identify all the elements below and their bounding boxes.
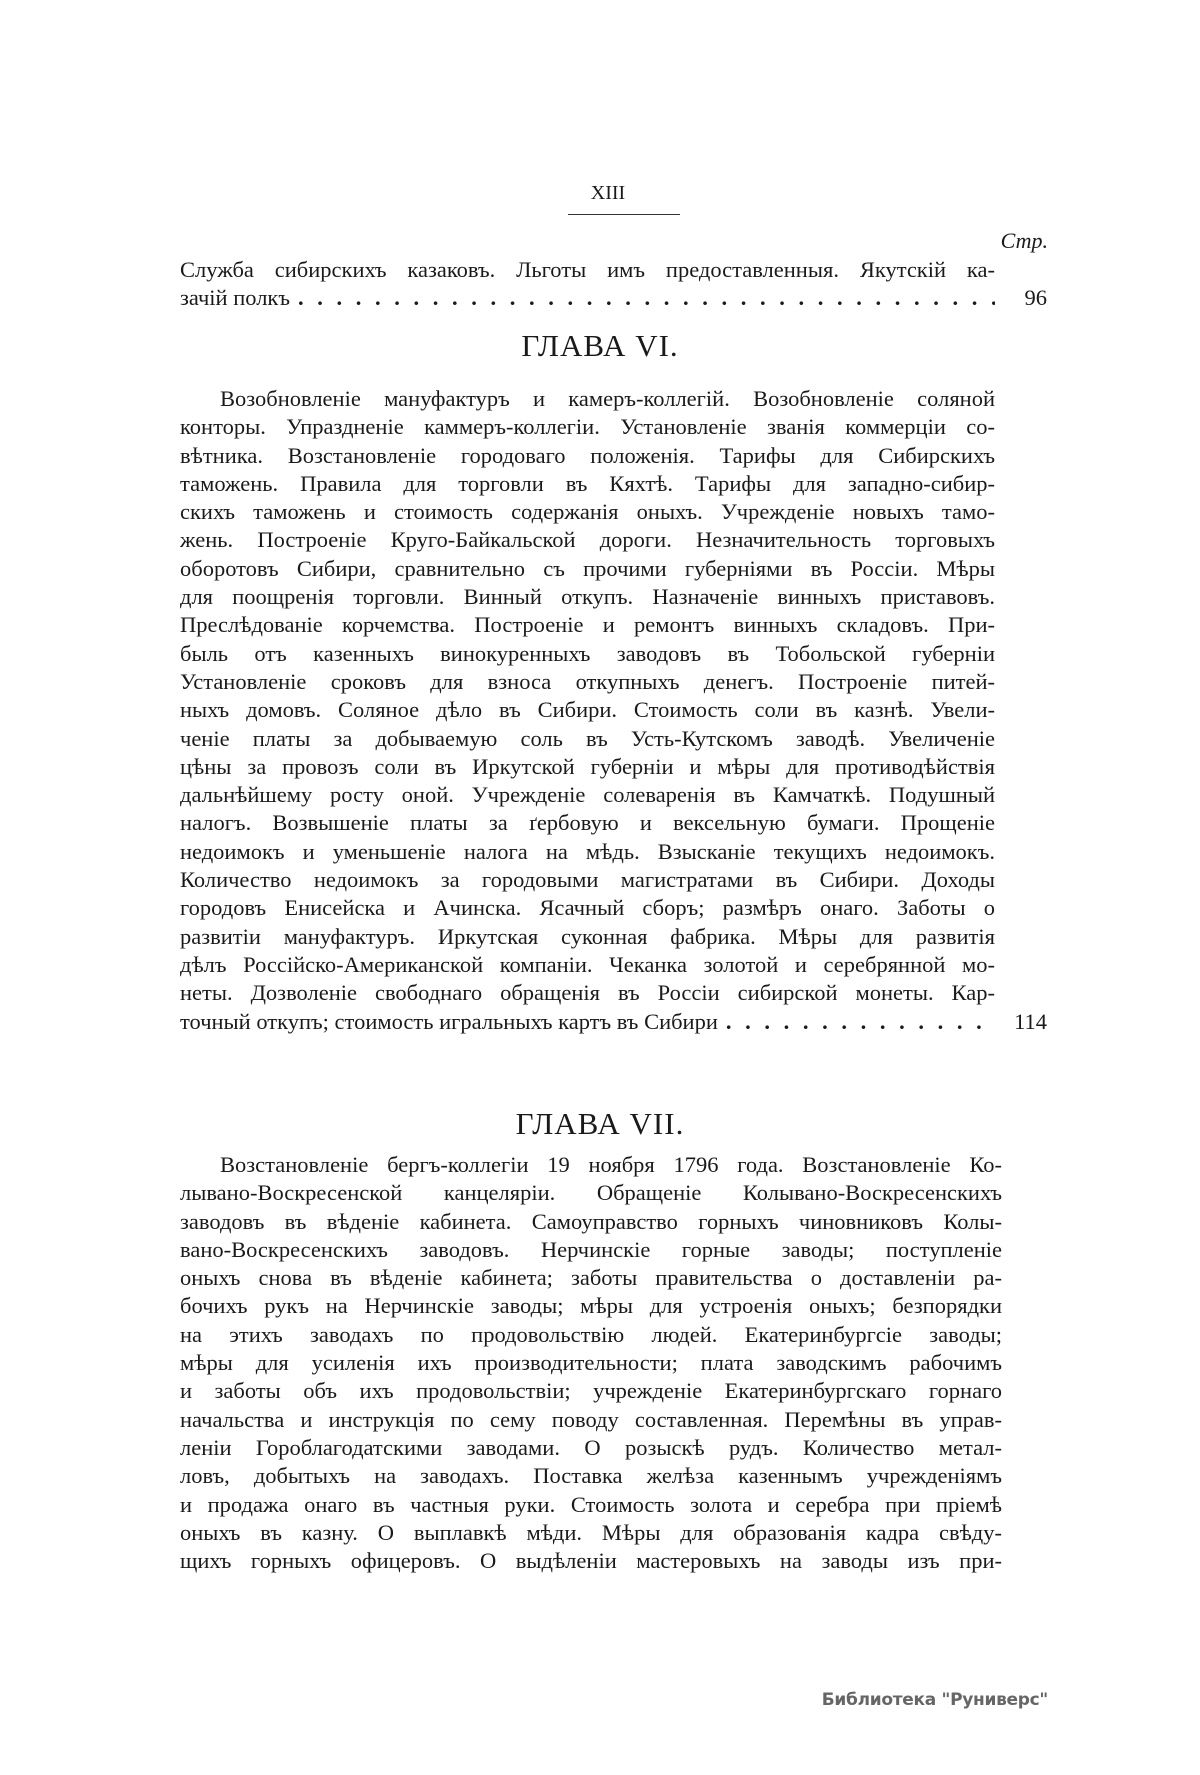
summary-line: и заботы объ ихъ продовольствіи; учрежденіе Екатеринбургскаго горнаго bbox=[180, 1378, 1002, 1404]
dot-leader bbox=[290, 284, 995, 312]
chapter-vii-summary bbox=[180, 1151, 1002, 1575]
summary-line: неты. Дозволеніе свободнаго обращенія въ Россіи сибирской монеты. Кар- bbox=[180, 980, 995, 1006]
summary-line: Преслѣдованіе корчемства. Построеніе и ремонтъ винныхъ складовъ. При- bbox=[180, 612, 995, 638]
summary-line: леніи Гороблагодатскими заводами. О розыскѣ рудъ. Количество метал- bbox=[180, 1434, 1002, 1460]
summary-text-end: точный откупъ; стоимость игральныхъ картъ въ Сибири bbox=[180, 1008, 718, 1034]
summary-line: недоимокъ и уменьшеніе налога на мѣдь. Взысканіе текущихъ недоимокъ. bbox=[180, 838, 995, 864]
entry-page-number: 96 bbox=[1024, 285, 1047, 311]
summary-line: развитіи мануфактуръ. Иркутская суконная фабрика. Мѣры для развитія bbox=[180, 923, 995, 949]
summary-line: Возстановленіе бергъ-коллегіи 19 ноября 1796 года. Возстановленіе Ко- bbox=[220, 1152, 1002, 1177]
chapter-heading-vii: ГЛАВА VII. bbox=[515, 1106, 685, 1141]
summary-line: ныхъ домовъ. Соляное дѣло въ Сибири. Стоимость соли въ казнѣ. Увели- bbox=[180, 697, 995, 723]
summary-line: налогъ. Возвышеніе платы за ґербовую и вексельную бумаги. Прощеніе bbox=[180, 810, 995, 836]
summary-line: дѣлъ Россійско-Американской компаніи. Чеканка золотой и серебрянной мо- bbox=[180, 951, 995, 977]
summary-line: цѣны за провозъ соли въ Иркутской губерніи и мѣры для противодѣйствія bbox=[180, 753, 995, 779]
summary-line: оныхъ снова въ вѣденіе кабинета; заботы правительства о доставленіи ра- bbox=[180, 1265, 1002, 1291]
summary-line: городовъ Енисейска и Ачинска. Ясачный сборъ; размѣръ онаго. Заботы о bbox=[180, 895, 995, 921]
summary-line: вано-Воскресенскихъ заводовъ. Нерчинскіе горные заводы; поступленіе bbox=[180, 1236, 1002, 1262]
entry-text-end: зачій полкъ bbox=[180, 285, 290, 311]
summary-line: на этихъ заводахъ по продовольствію людей. Екатеринбургсіе заводы; bbox=[180, 1321, 1002, 1347]
header-rule bbox=[568, 214, 680, 215]
summary-line: и продажа онаго въ частныя руки. Стоимость золота и серебра при пріемѣ bbox=[180, 1491, 1002, 1517]
summary-line: конторы. Упраздненіе каммеръ-коллегіи. Установленіе званія коммерціи со- bbox=[180, 414, 995, 440]
summary-last-line bbox=[180, 1008, 1047, 1036]
page-column-label: Стр. bbox=[1000, 228, 1048, 253]
summary-line: ловъ, добытыхъ на заводахъ. Поставка желѣза казеннымъ учрежденіямъ bbox=[180, 1463, 1002, 1489]
summary-line: лывано-Воскресенской канцеляріи. Обращеніе Колывано-Воскресенскихъ bbox=[180, 1180, 1002, 1206]
chapter-vi-summary bbox=[180, 385, 1047, 1036]
summary-line: Возобновленіе мануфактуръ и камеръ-коллегій. Возобновленіе соляной bbox=[220, 386, 995, 411]
summary-line: Установленіе сроковъ для взноса откупныхъ денегъ. Построеніе питей- bbox=[180, 668, 995, 694]
summary-line: быль отъ казенныхъ винокуренныхъ заводовъ въ Тобольской губерніи bbox=[180, 640, 995, 666]
summary-line: ченіе платы за добываемую соль въ Усть-Кутскомъ заводѣ. Увеличеніе bbox=[180, 725, 995, 751]
summary-line: Количество недоимокъ за городовыми магистратами въ Сибири. Доходы bbox=[180, 867, 995, 893]
summary-line: жень. Построеніе Круго-Байкальской дороги. Незначительность торговыхъ bbox=[180, 527, 995, 553]
summary-line: вѣтника. Возстановленіе городоваго положенія. Тарифы для Сибирскихъ bbox=[180, 442, 995, 468]
chapter-page-number: 114 bbox=[1014, 1008, 1047, 1034]
toc-entry-cossacks bbox=[180, 256, 1047, 313]
summary-line: оныхъ въ казну. О выплавкѣ мѣди. Мѣры для образованія кадра свѣду- bbox=[180, 1519, 1002, 1545]
summary-line: щихъ горныхъ офицеровъ. О выдѣленіи мастеровыхъ на заводы изъ при- bbox=[180, 1548, 1002, 1574]
summary-line: таможень. Правила для торговли въ Кяхтѣ. Тарифы для западно-сибир- bbox=[180, 470, 995, 496]
entry-text-line: Служба сибирскихъ казаковъ. Льготы имъ предоставленныя. Якутскій ка- bbox=[180, 257, 995, 282]
summary-line: начальства и инструкція по сему поводу составленная. Перемѣны въ управ- bbox=[180, 1406, 1002, 1432]
summary-line: дальнѣйшему росту оной. Учрежденіе солеваренія въ Камчаткѣ. Подушный bbox=[180, 782, 995, 808]
summary-line: оборотовъ Сибири, сравнительно съ прочими губерніями въ Россіи. Мѣры bbox=[180, 555, 995, 581]
library-watermark: Библиотека "Руниверс" bbox=[821, 1690, 1048, 1710]
chapter-heading-vi: ГЛАВА VI. bbox=[521, 328, 679, 363]
summary-line: заводовъ въ вѣденіе кабинета. Самоуправство горныхъ чиновниковъ Колы- bbox=[180, 1208, 1002, 1234]
summary-line: мѣры для усиленія ихъ производительности; плата заводскимъ рабочимъ bbox=[180, 1350, 1002, 1376]
summary-line: бочихъ рукъ на Нерчинскіе заводы; мѣры для устроенія оныхъ; безпорядки bbox=[180, 1293, 1002, 1319]
summary-line: для поощренія торговли. Винный откупъ. Назначеніе винныхъ приставовъ. bbox=[180, 584, 995, 610]
summary-line: скихъ таможень и стоимость содержанія оныхъ. Учрежденіе новыхъ тамо- bbox=[180, 499, 995, 525]
page-number: XIII bbox=[590, 182, 626, 204]
dot-leader bbox=[718, 1008, 995, 1036]
entry-last-line bbox=[180, 284, 1047, 312]
